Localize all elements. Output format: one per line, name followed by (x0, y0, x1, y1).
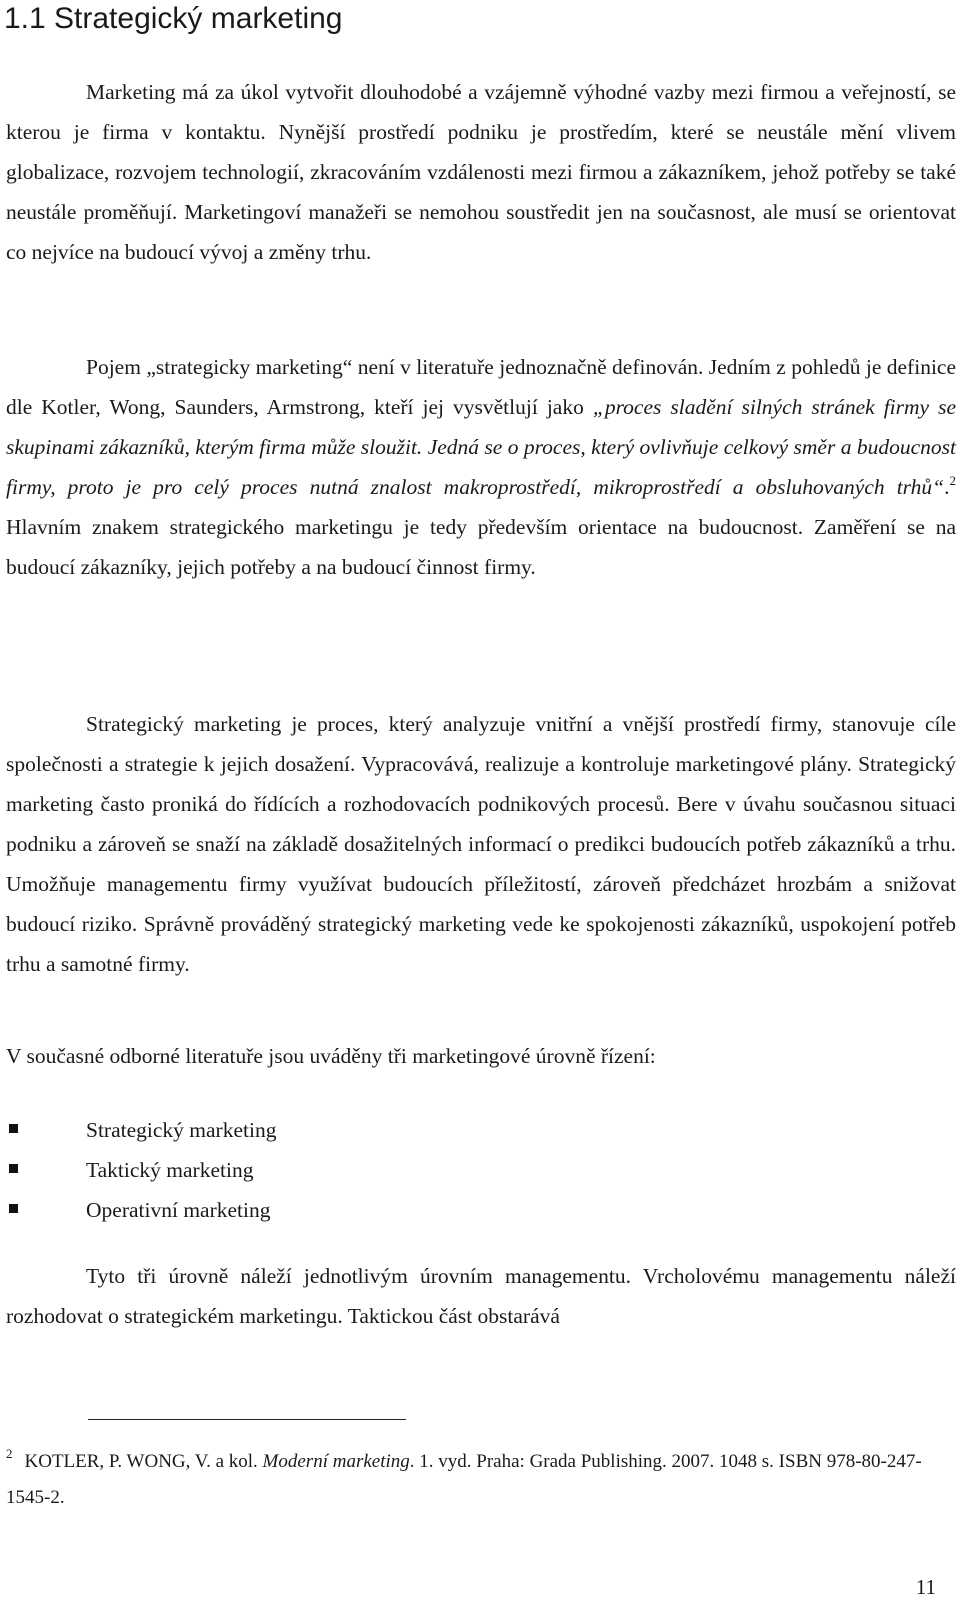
paragraph-levels-intro: V současné odborné literatuře jsou uváděny tři marketingové úrovně řízení: (6, 1044, 656, 1068)
paragraph-definition (6, 347, 956, 587)
list-item-label: Operativní marketing (86, 1198, 271, 1222)
definition-continuation: Hlavním znakem strategického marketingu je tedy především orientace na budoucnost. Zaměření se na budoucí zákazníky, jejich potřeby a na budoucí činnost firmy. (6, 515, 956, 579)
section-heading: 1.1 Strategický marketing (4, 2, 343, 35)
footnote-reference[interactable]: 2 (949, 473, 956, 488)
black-square-icon (9, 1204, 18, 1213)
footnote (6, 1444, 946, 1516)
footnote-separator (88, 1419, 406, 1420)
definition-text: Pojem „strategicky marketing“ není v literatuře jednoznačně definován. Jedním z pohledů je definice dle Kotler, Wong, Saunders, Armstrong, kteří jej vysvětlují jako (6, 355, 956, 419)
list-item (6, 1150, 276, 1190)
black-square-icon (9, 1124, 18, 1133)
black-square-icon (9, 1164, 18, 1173)
list-item-label: Strategický marketing (86, 1118, 277, 1142)
page-number: 11 (915, 1575, 936, 1599)
footnote-details: . 1. vyd. Praha: Grada Publishing. 2007. 1048 s. ISBN 978-80-247-1545-2. (6, 1451, 922, 1508)
paragraph-management: Tyto tři úrovně náleží jednotlivým úrovním managementu. Vrcholovému managementu náleží rozhodovat o strategickém marketingu. Taktickou část obstarává (6, 1264, 956, 1328)
list-item (6, 1190, 276, 1230)
quote-period: . (944, 475, 950, 499)
paragraph-process: Strategický marketing je proces, který analyzuje vnitřní a vnější prostředí firmy, stanovuje cíle společnosti a strategie k jejich dosažení. Vypracovává, realizuje a kontroluje marketingové plány. Strategický marketing často proniká do řídících a rozhodovacích podnikových procesů. Bere v úvahu současnou situaci podniku a zároveň se snaží na základě dosažitelných informací o predikci budoucích potřeb zákazníků a trhu. Umožňuje managementu firmy využívat budoucích příležitostí, zároveň předcházet hrozbám a snižovat budoucí riziko. Správně prováděný strategický marketing vede ke spokojenosti zákazníků, uspokojení potřeb trhu a samotné firmy. (6, 712, 956, 976)
footnote-title: Moderní marketing (262, 1451, 410, 1472)
list-item (6, 1110, 276, 1150)
marketing-levels-list (6, 1110, 276, 1230)
footnote-number: 2 (6, 1446, 13, 1461)
paragraph-intro: Marketing má za úkol vytvořit dlouhodobé a vzájemně výhodné vazby mezi firmou a veřejností, se kterou je firma v kontaktu. Nynější prostředí podniku je prostředím, které se neustále mění vlivem globalizace, rozvojem technologií, zkracováním vzdálenosti mezi firmou a zákazníkem, jehož potřeby se také neustále proměňují. Marketingoví manažeři se nemohou soustředit jen na současnost, ale musí se orientovat co nejvíce na budoucí vývoj a změny trhu. (6, 80, 956, 264)
footnote-authors: KOTLER, P. WONG, V. a kol. (24, 1451, 263, 1472)
list-item-label: Taktický marketing (86, 1158, 254, 1182)
definition-quote: „proces sladění silných stránek firmy se skupinami zákazníků, kterým firma může sloužit. Jedná se o proces, který ovlivňuje celkový směr a budoucnost firmy, proto je pro celý proces nutná znalost makroprostředí, mikroprostředí a obsluhovaných trhů“ (6, 395, 957, 499)
